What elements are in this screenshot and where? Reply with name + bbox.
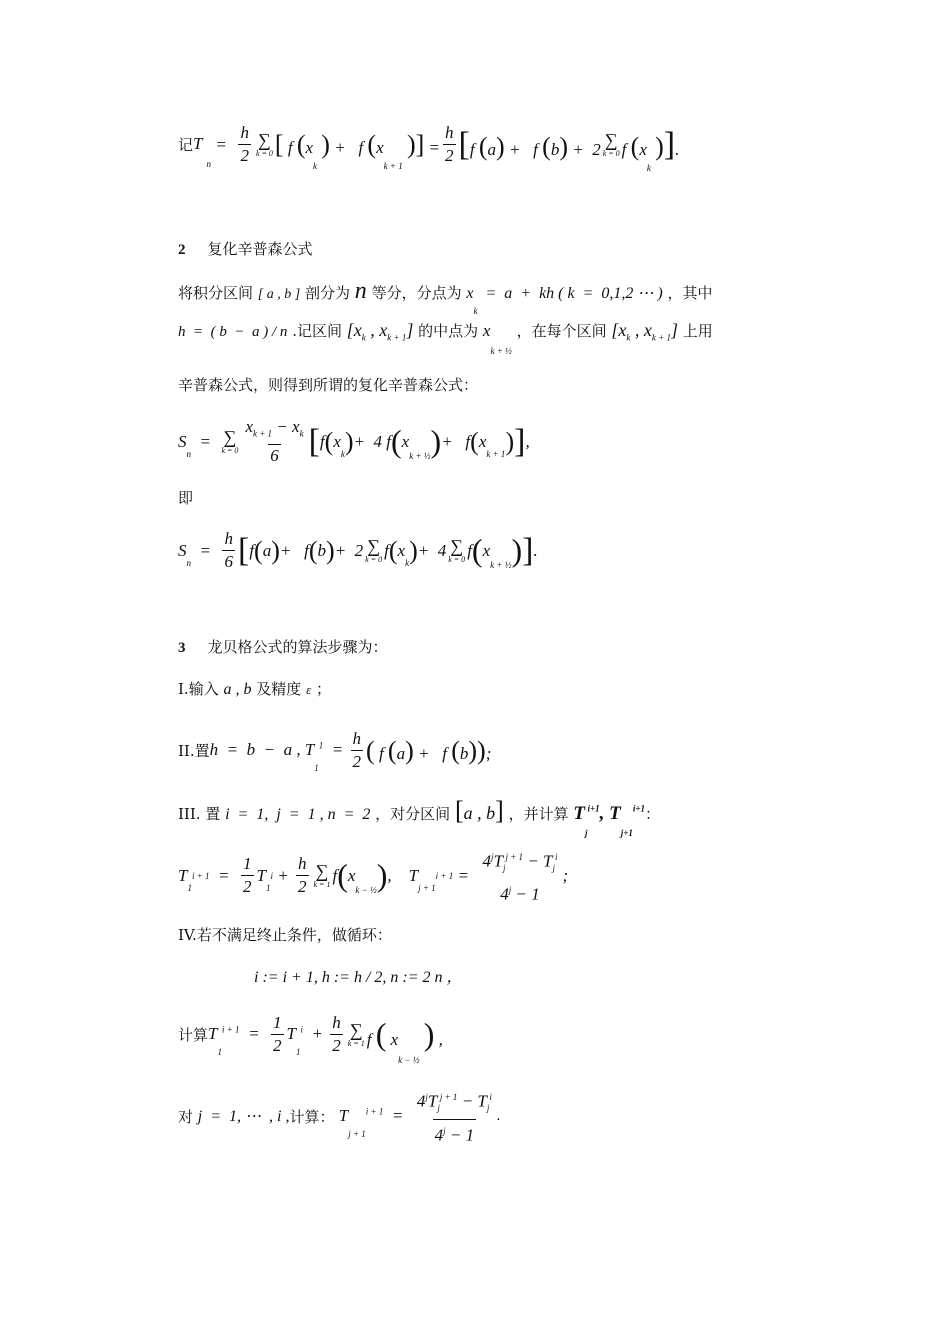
step-3: III. 置 i = 1, j = 1 , n = 2 ，对分区间 [a , b] ，并计算 $T_j^{i+1}$, $T_{j+1}^{i+1}$： [178, 796, 661, 838]
loop-statement: i := i + 1, h := h / 2, n := 2 n ， [254, 969, 463, 986]
romberg-formula-1: T $_1$ i + 1 = $\frac{1}{2}$ T $_1$ i + $\frac{h}{2}$ ∑ k = 1 f ( x $_{k - \frac{1}{2}}$ ) , T $_{j + 1}$ i + 1 = $4^jT_j^{j + 1} - T_j^i$ $4^j - 1$ ; [178, 851, 569, 904]
simpson-formula-1: S $_n$ = ∑ k = 0 $\frac{x_{k + 1} - x_k}{6}$ [ f ( x $_k$ ) + 4 f ( x $_{k + \frac{1}{2}}$ ) + f ( x $_{k + 1}$ ) ] , [178, 417, 530, 466]
section-2-heading: 2 复化辛普森公式 [178, 240, 313, 258]
simpson-formula-2: S $_n$ = $\frac{h}{6}$ [ f ( a ) + f ( b ) + 2 ∑ k = 0 f ( x $_k$ ) + 4 ∑ k = 0 f ( x $_{k + \frac{1}{2}}$ ) ] . [178, 529, 538, 571]
formula-lhs: $T_n$ [193, 133, 211, 170]
section-2-paragraph-1: 将积分区间 [ a , b ] 剖分为 n 等分，分点为 $x_k = a$ + kh ( k = 0,1,2 ⋯ ) ，其中 [178, 278, 713, 317]
section-2-ji: 即 [178, 489, 194, 507]
section-2-paragraph-3: 辛普森公式，则得到所谓的复化辛普森公式： [178, 376, 479, 394]
step-1: I.输入 a , b 及精度 ε ； [178, 680, 331, 698]
step-2: II.置 h = b − a , $T_1^1$ = $\frac{h}{2}$ ( f (a) + f (b)); [178, 729, 492, 774]
section-3-heading: 3 龙贝格公式的算法步骤为： [178, 638, 388, 656]
trapezoid-formula: 记 $T_n$ = $\frac{h}{2}$ ∑ k = 0 [ f ($x_k$ ) + f ($x_{k + 1}$ )] = $\frac{h}{2}$ [f (a) + f (b) + 2 ∑ k = 0 f ($x_k$ )]. [178, 123, 680, 173]
step-4: IV.若不满足终止条件，做循环： [178, 926, 392, 944]
formula-prefix: 记 [178, 136, 194, 154]
for-j-statement: 对 j = 1, ⋯ , i , 计算： $T_{j + 1}^{i + 1}$ = $\frac{4^jT_j^{j + 1} - T_j^i}{4^j - 1}$ . [178, 1091, 501, 1145]
calc-statement: 计算 $T_1^{i + 1}$ = $\frac{1}{2}$ $T_1^i$ + $\frac{h}{2}$ ∑ k = 1 f ( $x_{k - \frac{1}{2}}$ ) , [178, 1013, 443, 1066]
section-2-paragraph-2: h = ( b − a ) / n .记区间 [$x_k$ , $x_{k + 1}$] 的中点为 $x_{k + \frac{1}{2}}$ ，在每个区间 [$x_k$ , $x_{k + 1}$] 上用 [178, 320, 713, 357]
